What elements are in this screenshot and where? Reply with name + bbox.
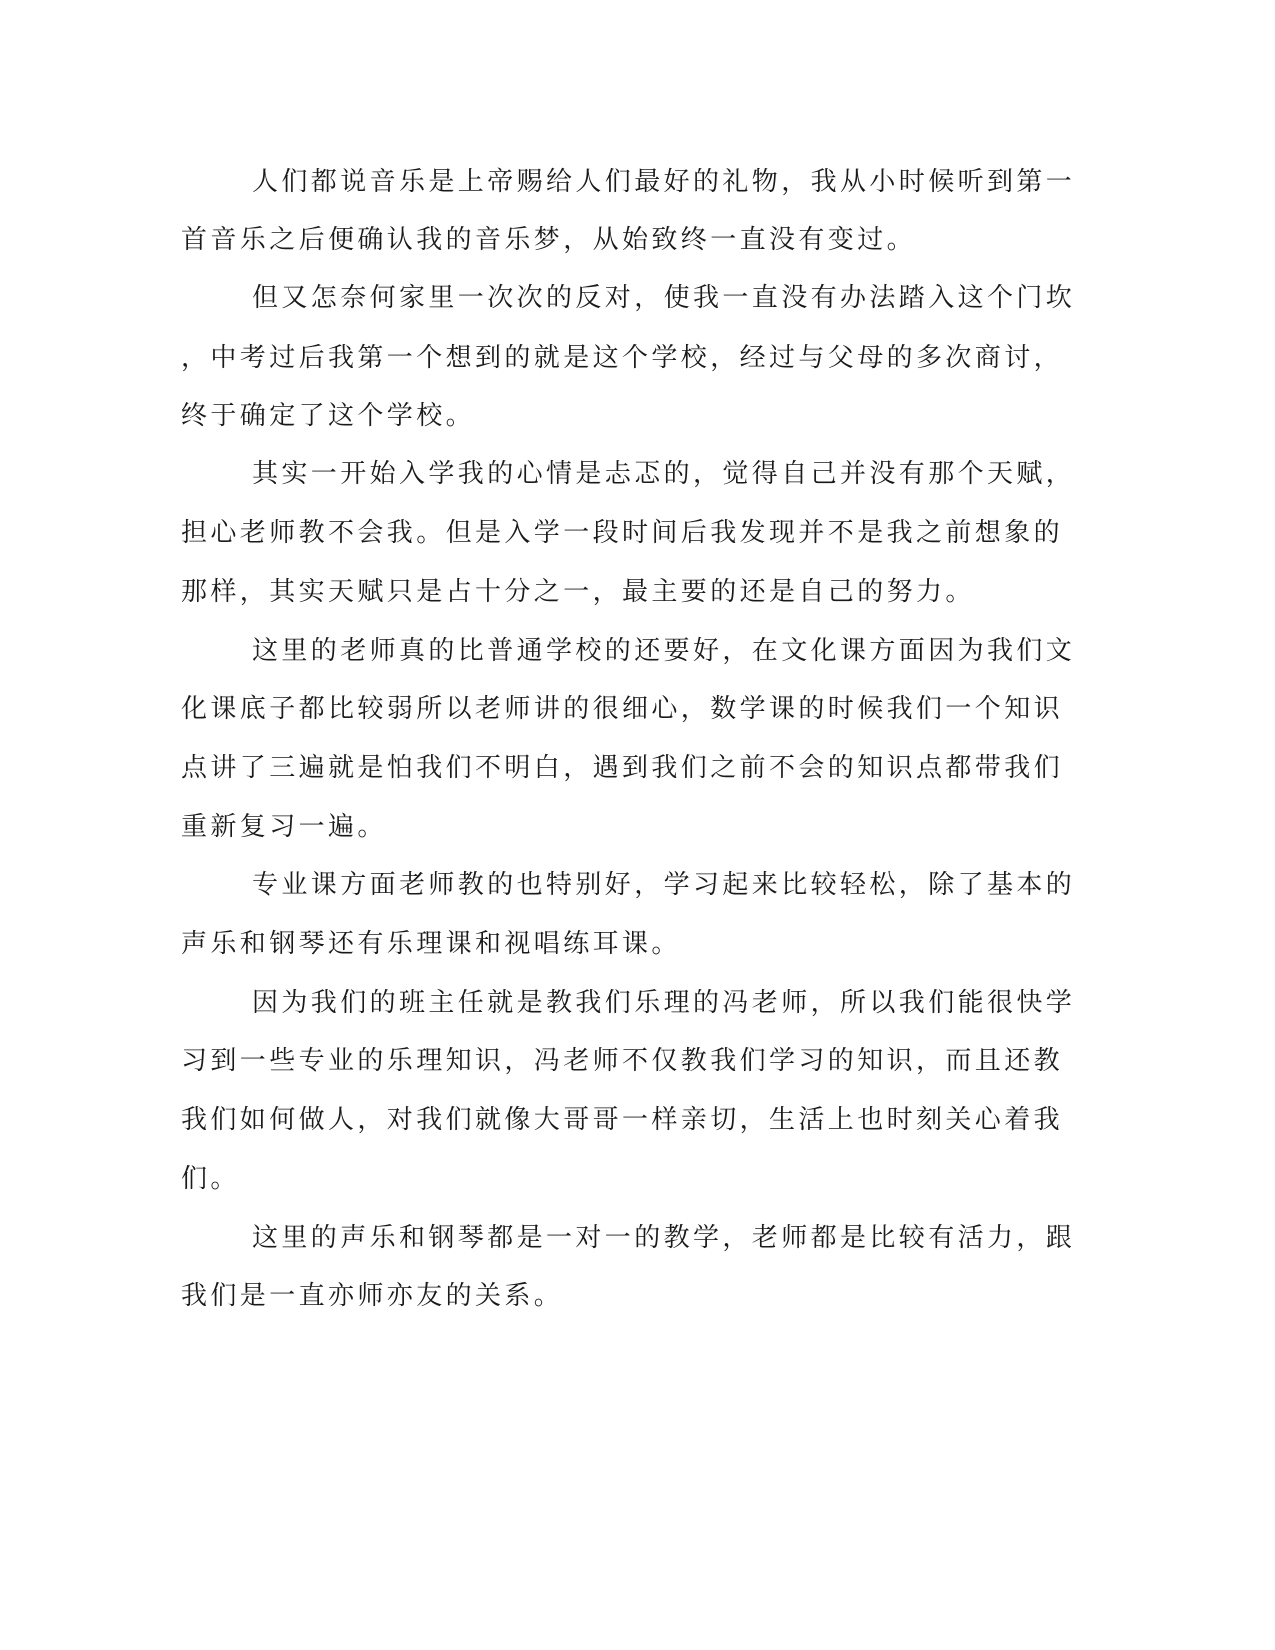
text-line: 那样，其实天赋只是占十分之一，最主要的还是自己的努力。	[181, 577, 975, 607]
text-line: 专业课方面老师教的也特别好，学习起来比较轻松，除了基本的	[252, 870, 1076, 900]
text-line: 重新复习一遍。	[181, 812, 387, 842]
text-line: ，中考过后我第一个想到的就是这个学校，经过与父母的多次商讨，	[181, 343, 1064, 373]
text-line: 化课底子都比较弱所以老师讲的很细心，数学课的时候我们一个知识	[181, 694, 1064, 724]
text-line: 习到一些专业的乐理知识，冯老师不仅教我们学习的知识，而且还教	[181, 1046, 1064, 1076]
text-line: 担心老师教不会我。但是入学一段时间后我发现并不是我之前想象的	[181, 518, 1064, 548]
text-line: 点讲了三遍就是怕我们不明白，遇到我们之前不会的知识点都带我们	[181, 753, 1064, 783]
text-line: 我们如何做人，对我们就像大哥哥一样亲切，生活上也时刻关心着我	[181, 1105, 1064, 1135]
text-line: 其实一开始入学我的心情是忐忑的，觉得自己并没有那个天赋，	[252, 459, 1076, 489]
text-line: 首音乐之后便确认我的音乐梦，从始致终一直没有变过。	[181, 225, 917, 255]
text-line: 声乐和钢琴还有乐理课和视唱练耳课。	[181, 929, 681, 959]
text-line: 这里的老师真的比普通学校的还要好，在文化课方面因为我们文	[252, 636, 1076, 666]
text-line: 人们都说音乐是上帝赐给人们最好的礼物，我从小时候听到第一	[252, 167, 1076, 197]
text-line: 这里的声乐和钢琴都是一对一的教学，老师都是比较有活力，跟	[252, 1223, 1076, 1253]
text-line: 但又怎奈何家里一次次的反对，使我一直没有办法踏入这个门坎	[252, 283, 1076, 313]
text-line: 们。	[181, 1164, 240, 1194]
text-line: 因为我们的班主任就是教我们乐理的冯老师，所以我们能很快学	[252, 988, 1076, 1018]
text-line: 终于确定了这个学校。	[181, 401, 476, 431]
text-line: 我们是一直亦师亦友的关系。	[181, 1281, 564, 1311]
